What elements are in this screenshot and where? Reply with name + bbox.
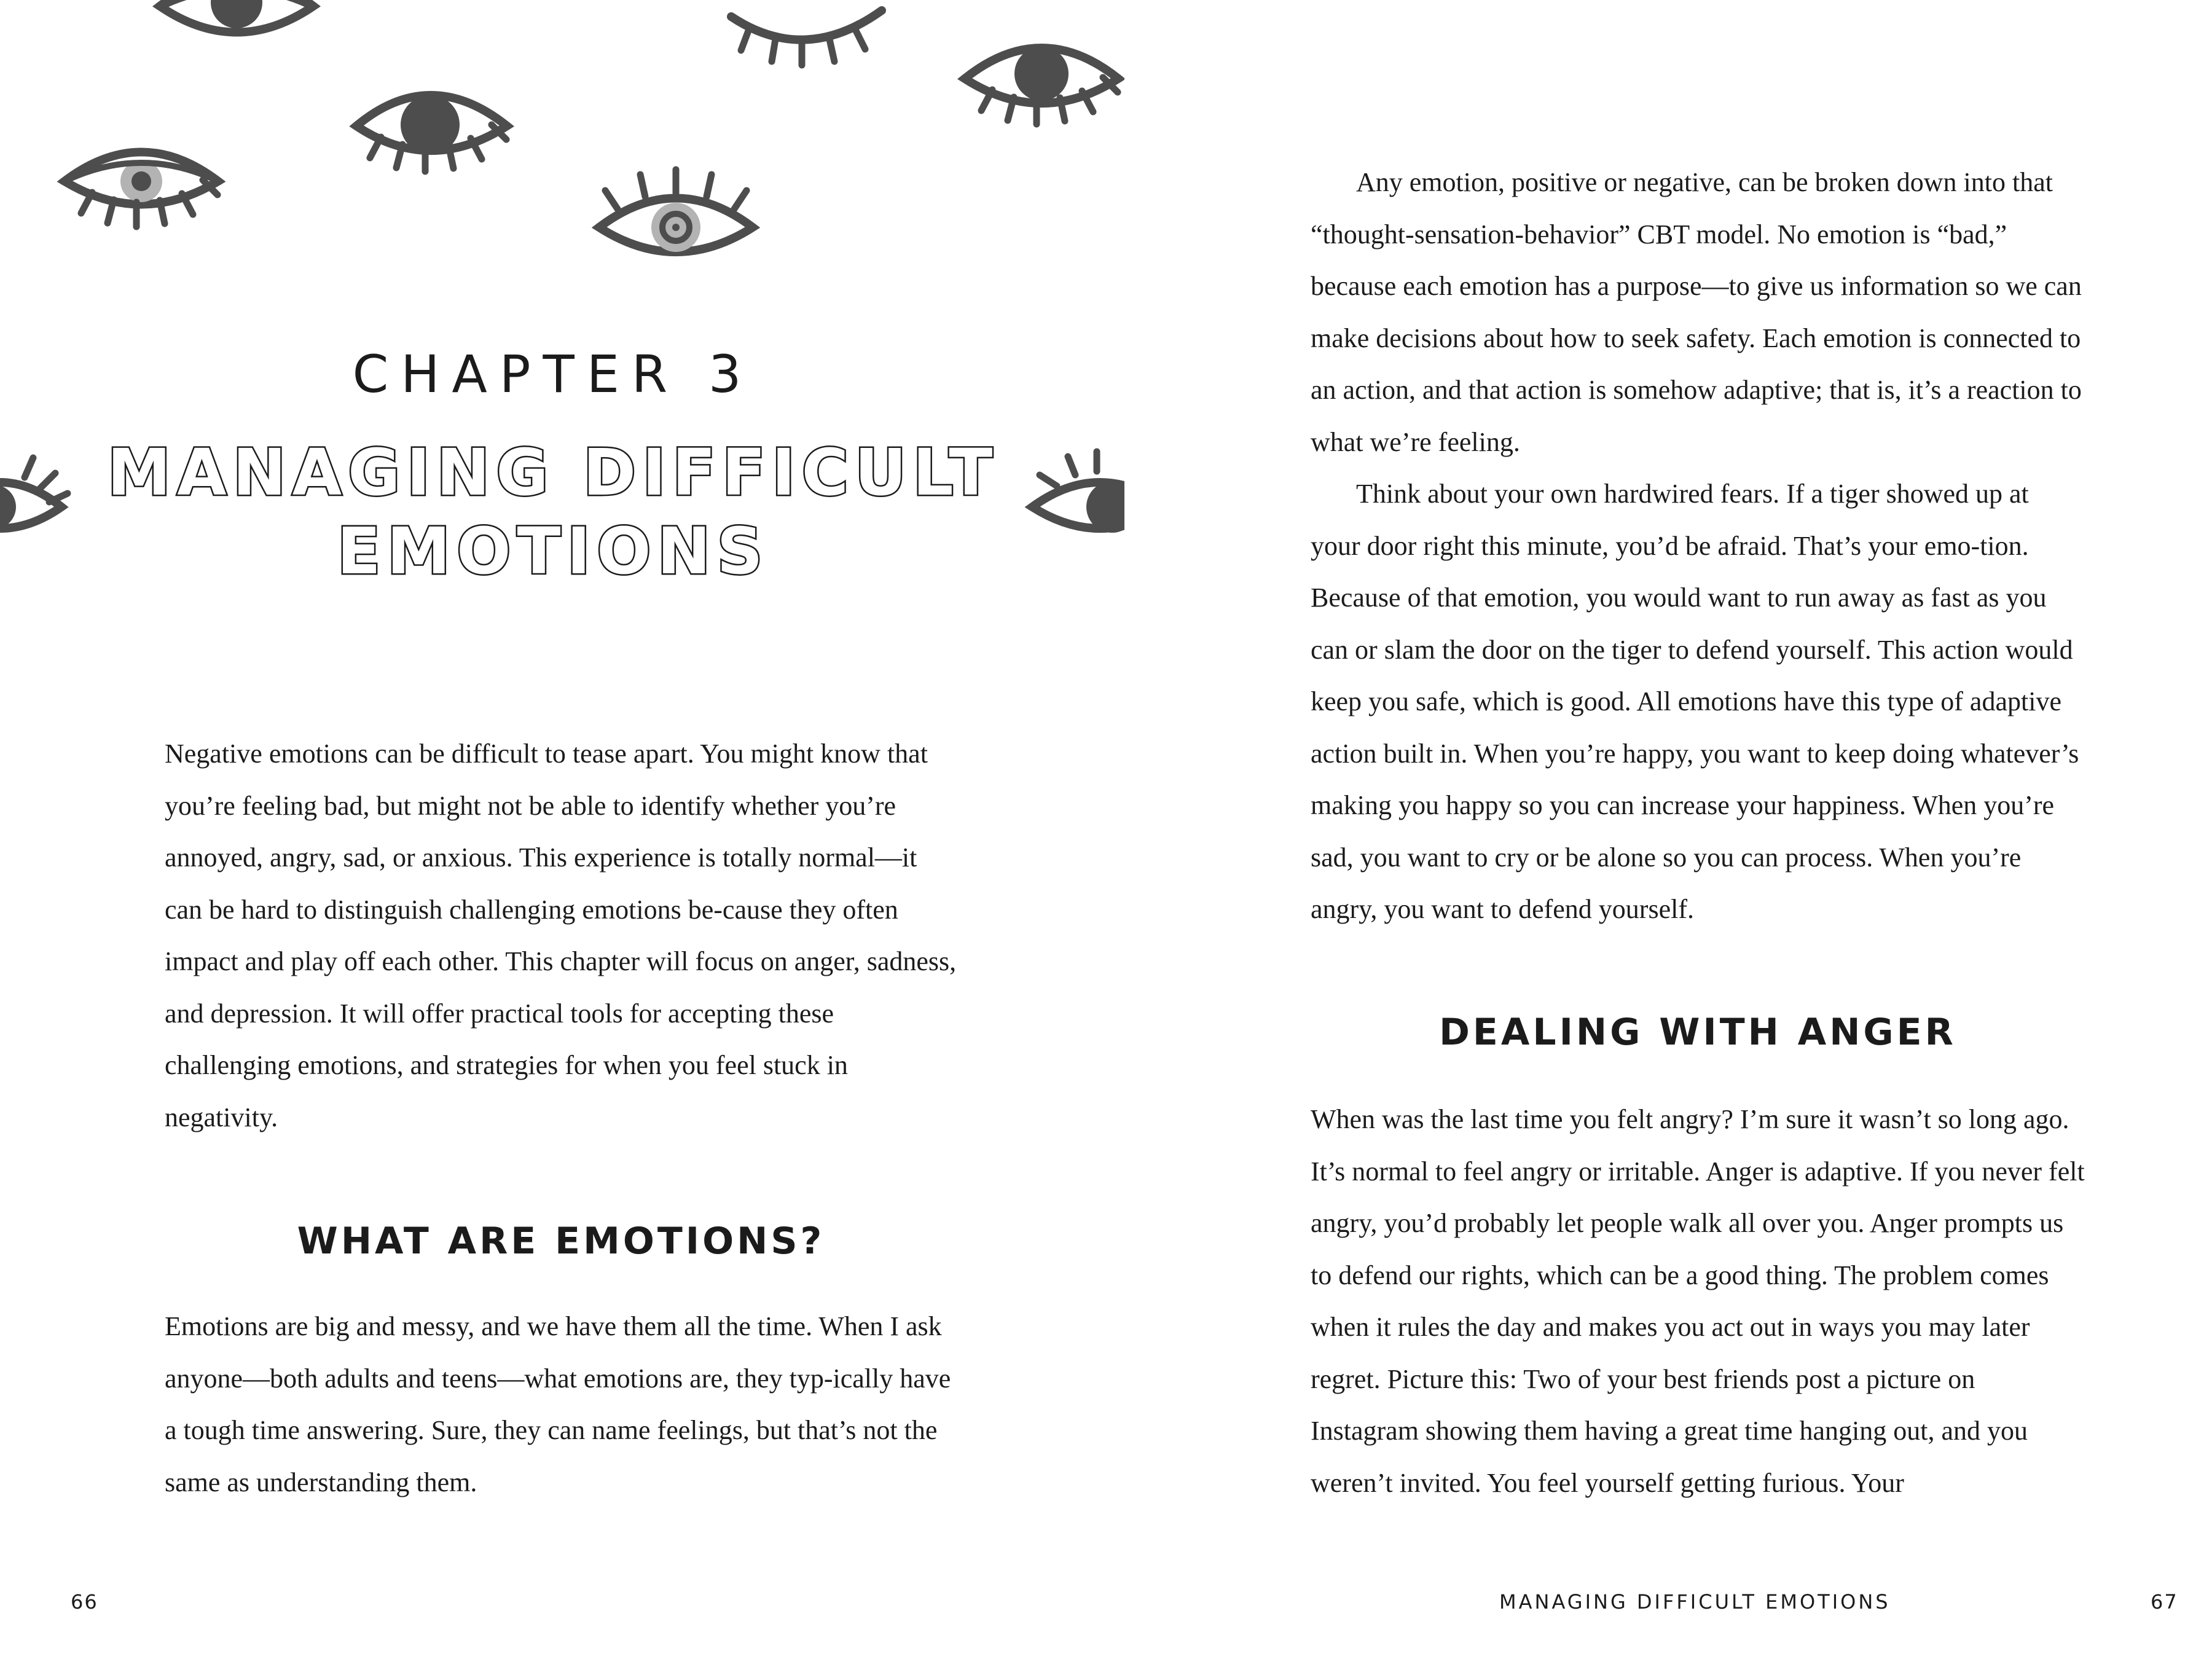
- chapter-title-line-1: MANAGING DIFFICULT: [107, 435, 999, 510]
- eye-icon: [356, 95, 507, 171]
- closed-eye-icon: [731, 10, 882, 65]
- paragraph-1: Any emotion, positive or negative, can be broken down into that “thought-sensation-behavior” CBT model. No emotion is “bad,” because each emotion has a purpose—to give us information so we can make decisions about how to seek safety. Each emotion is connected to an action, and that action is somehow adaptive; that is, it’s a reaction to what we’re feeling.: [1311, 167, 2082, 457]
- eye-icon: [65, 152, 218, 227]
- right-page: [1106, 0, 2212, 1659]
- chapter-label: CHAPTER 3: [352, 344, 754, 404]
- section-text: [165, 1301, 957, 1508]
- section-heading-dealing-with-anger: DEALING WITH ANGER: [1439, 1011, 1956, 1054]
- section-paragraph: Emotions are big and messy, and we have them all the time. When I ask anyone—both adults and teens—what emotions are, they typ-ically have a tough time answering. Sure, they can name feelings, but that’s not the same as understanding them.: [165, 1311, 951, 1497]
- eye-icon: [599, 170, 753, 252]
- paragraph-2: Think about your own hardwired fears. If a tiger showed up at your door right this minute, you’d be afraid. That’s your emo-tion. Because of that emotion, you would want to run away as fast as you can or slam the door on the tiger to defend yourself. This action would keep you safe, which is good. All emotions have this type of adaptive action built in. When you’re happy, you want to keep doing whatever’s making you happy so you can increase your happiness. When you’re sad, you want to cry or be alone so you can process. When you’re angry, you want to defend yourself.: [1311, 479, 2079, 924]
- eye-icon: [160, 0, 313, 33]
- intro-text: [165, 728, 957, 1143]
- chapter-title-line-2: EMOTIONS: [337, 514, 769, 589]
- section-heading-what-are-emotions: WHAT ARE EMOTIONS?: [297, 1220, 825, 1263]
- right-top-text: [1311, 157, 2085, 936]
- eye-icon: [965, 47, 1118, 124]
- anger-paragraph: When was the last time you felt angry? I’m sure it wasn’t so long ago. It’s normal to feel angry or irritable. Anger is adaptive. If you never felt angry, you’d probably let people walk all over you. Anger prompts us to defend our rights, which can be a good thing. The problem comes when it rules the day and makes you act out in ways you may later regret. Picture this: Two of your best friends post a picture on Instagram showing them having a great time hanging out, and you weren’t invited. You feel yourself getting furious. Your: [1311, 1104, 2085, 1498]
- chapter-title: [0, 433, 1106, 590]
- page-number-right: 67: [2151, 1590, 2178, 1614]
- intro-paragraph: Negative emotions can be difficult to tease apart. You might know that you’re feeling bad, but might not be able to identify whether you’re annoyed, angry, sad, or anxious. This experience is totally normal—it can be hard to distinguish challenging emotions be-cause they often impact and play off each other. This chapter will focus on anger, sadness, and depression. It will offer practical tools for accepting these challenging emotions, and strategies for when you feel stuck in negativity.: [165, 739, 957, 1132]
- running-head: MANAGING DIFFICULT EMOTIONS: [1499, 1590, 1891, 1614]
- page-number-left: 66: [71, 1590, 98, 1614]
- right-section-text: [1311, 1094, 2085, 1509]
